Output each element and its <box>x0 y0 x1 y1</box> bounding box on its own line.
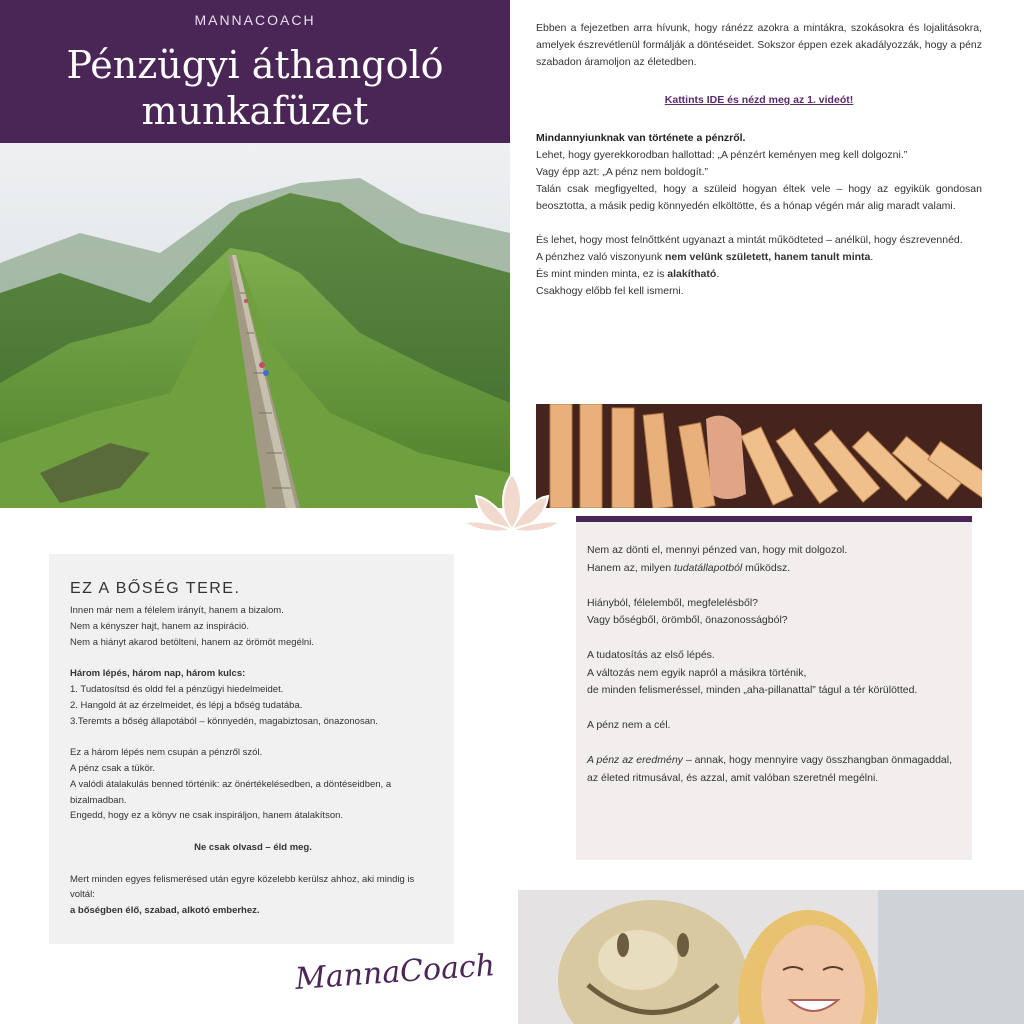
brand-name: MANNACOACH <box>194 12 316 28</box>
mindset-line: Vagy bőségből, örömből, önazonosságból? <box>587 614 788 626</box>
page-title <box>0 42 510 134</box>
abundance-line: Nem a kényszer hajt, hanem az inspiráció. <box>70 620 249 632</box>
video-link[interactable]: Kattints IDE és nézd meg az 1. videót! <box>664 94 854 106</box>
mindset-line: A pénz az eredmény – annak, hogy mennyire vagy összhangban önmagaddal, <box>587 754 953 766</box>
smiling-woman-photo <box>518 890 1024 1024</box>
lotus-icon <box>462 470 562 534</box>
story-line: Vagy épp azt: „A pénz nem boldogít.” <box>536 166 708 178</box>
story-line: Lehet, hogy gyerekkorodban hallottad: „A pénzért keményen meg kell dolgozni.” <box>536 149 908 161</box>
mindset-line: Hiányból, félelemből, megfelelésből? <box>587 596 759 609</box>
mindset-line: A változás nem egyik napról a másikra történik, <box>587 666 807 679</box>
story-line: És mint minden minta, ez is alakítható. <box>536 268 720 280</box>
abundance-line: A pénz csak a tükör. <box>70 762 156 774</box>
dominoes-photo <box>536 404 982 508</box>
story-line: Talán csak megfigyelted, hogy a szüleid hogyan éltek vele – hogy az egyikük gondosan beosztotta, a másik pedig könnyedén elköltötte, és a hónap végén már alig maradt valami. <box>536 183 982 212</box>
mindset-line: A tudatosítás az első lépés. <box>587 649 715 661</box>
title-line-2: munkafüzet <box>141 89 369 133</box>
mindset-line: A pénz nem a cél. <box>587 719 671 731</box>
abundance-line: Innen már nem a félelem irányít, hanem a bizalom. <box>70 605 284 616</box>
abundance-body <box>70 603 436 919</box>
mountain-stairs-photo <box>0 143 510 508</box>
intro-paragraph: Ebben a fejezetben arra hívunk, hogy ránézz azokra a mintákra, szokásokra és lojalitásokra, amelyek észrevétlenül formálják a döntéseidet. Sokszor éppen ezek akadályozzák, hogy a pénz szabadon áramoljon az életedben. <box>536 22 982 68</box>
steps-heading: Három lépés, három nap, három kulcs: <box>70 668 246 680</box>
abundance-callout: Ne csak olvasd – éld meg. <box>194 841 312 853</box>
abundance-closing: a bőségben élő, szabad, alkotó emberhez. <box>70 905 260 917</box>
story-line: Csakhogy előbb fel kell ismerni. <box>536 285 684 297</box>
step-item: 3.Teremts a bőség állapotából – könnyedén, magabiztosan, önazonosan. <box>70 715 378 727</box>
step-item: 2. Hangold át az érzelmeidet, és lépj a bőség tudatába. <box>70 699 303 711</box>
abundance-line: Engedd, hogy ez a könyv ne csak inspiráljon, hanem átalakítson. <box>70 810 344 822</box>
money-story-section <box>536 130 982 300</box>
abundance-title: EZ A BŐSÉG TERE. <box>70 580 241 597</box>
abundance-line: A valódi átalakulás benned történik: az önértékelésedben, a döntéseidben, a bizalmadban. <box>70 778 392 806</box>
story-line: És lehet, hogy most felnőttként ugyanazt a mintát működteted – anélkül, hogy észrevennéd. <box>536 234 963 246</box>
story-line: A pénzhez való viszonyunk nem velünk született, hanem tanult minta. <box>536 251 874 263</box>
mindset-line: Hanem az, milyen tudatállapotból működsz. <box>587 561 791 574</box>
step-item: 1. Tudatosítsd és oldd fel a pénzügyi hiedelmeidet. <box>70 683 284 695</box>
mindset-line: Nem az dönti el, mennyi pénzed van, hogy mit dolgozol. <box>587 544 848 556</box>
abundance-line: Ez a három lépés nem csupán a pénzről szól. <box>70 747 263 759</box>
title-line-1: Pénzügyi áthangoló <box>66 43 444 87</box>
mindset-line: de minden felismeréssel, minden „aha-pillanattal” tágul a tér körülötted. <box>587 684 918 696</box>
mindset-line: az életed ritmusával, és azzal, amit valóban szeretnél megélni. <box>587 771 879 784</box>
mindset-body <box>587 542 962 787</box>
story-heading: Mindannyiunknak van története a pénzről. <box>536 132 746 144</box>
abundance-line: Nem a hiányt akarod betölteni, hanem az örömöt megélni. <box>70 636 314 648</box>
mannacoach-signature: MannaCoach <box>294 948 497 997</box>
abundance-line: Mert minden egyes felismerésed után egyre közelebb kerülsz ahhoz, aki mindig is voltál: <box>70 873 415 901</box>
